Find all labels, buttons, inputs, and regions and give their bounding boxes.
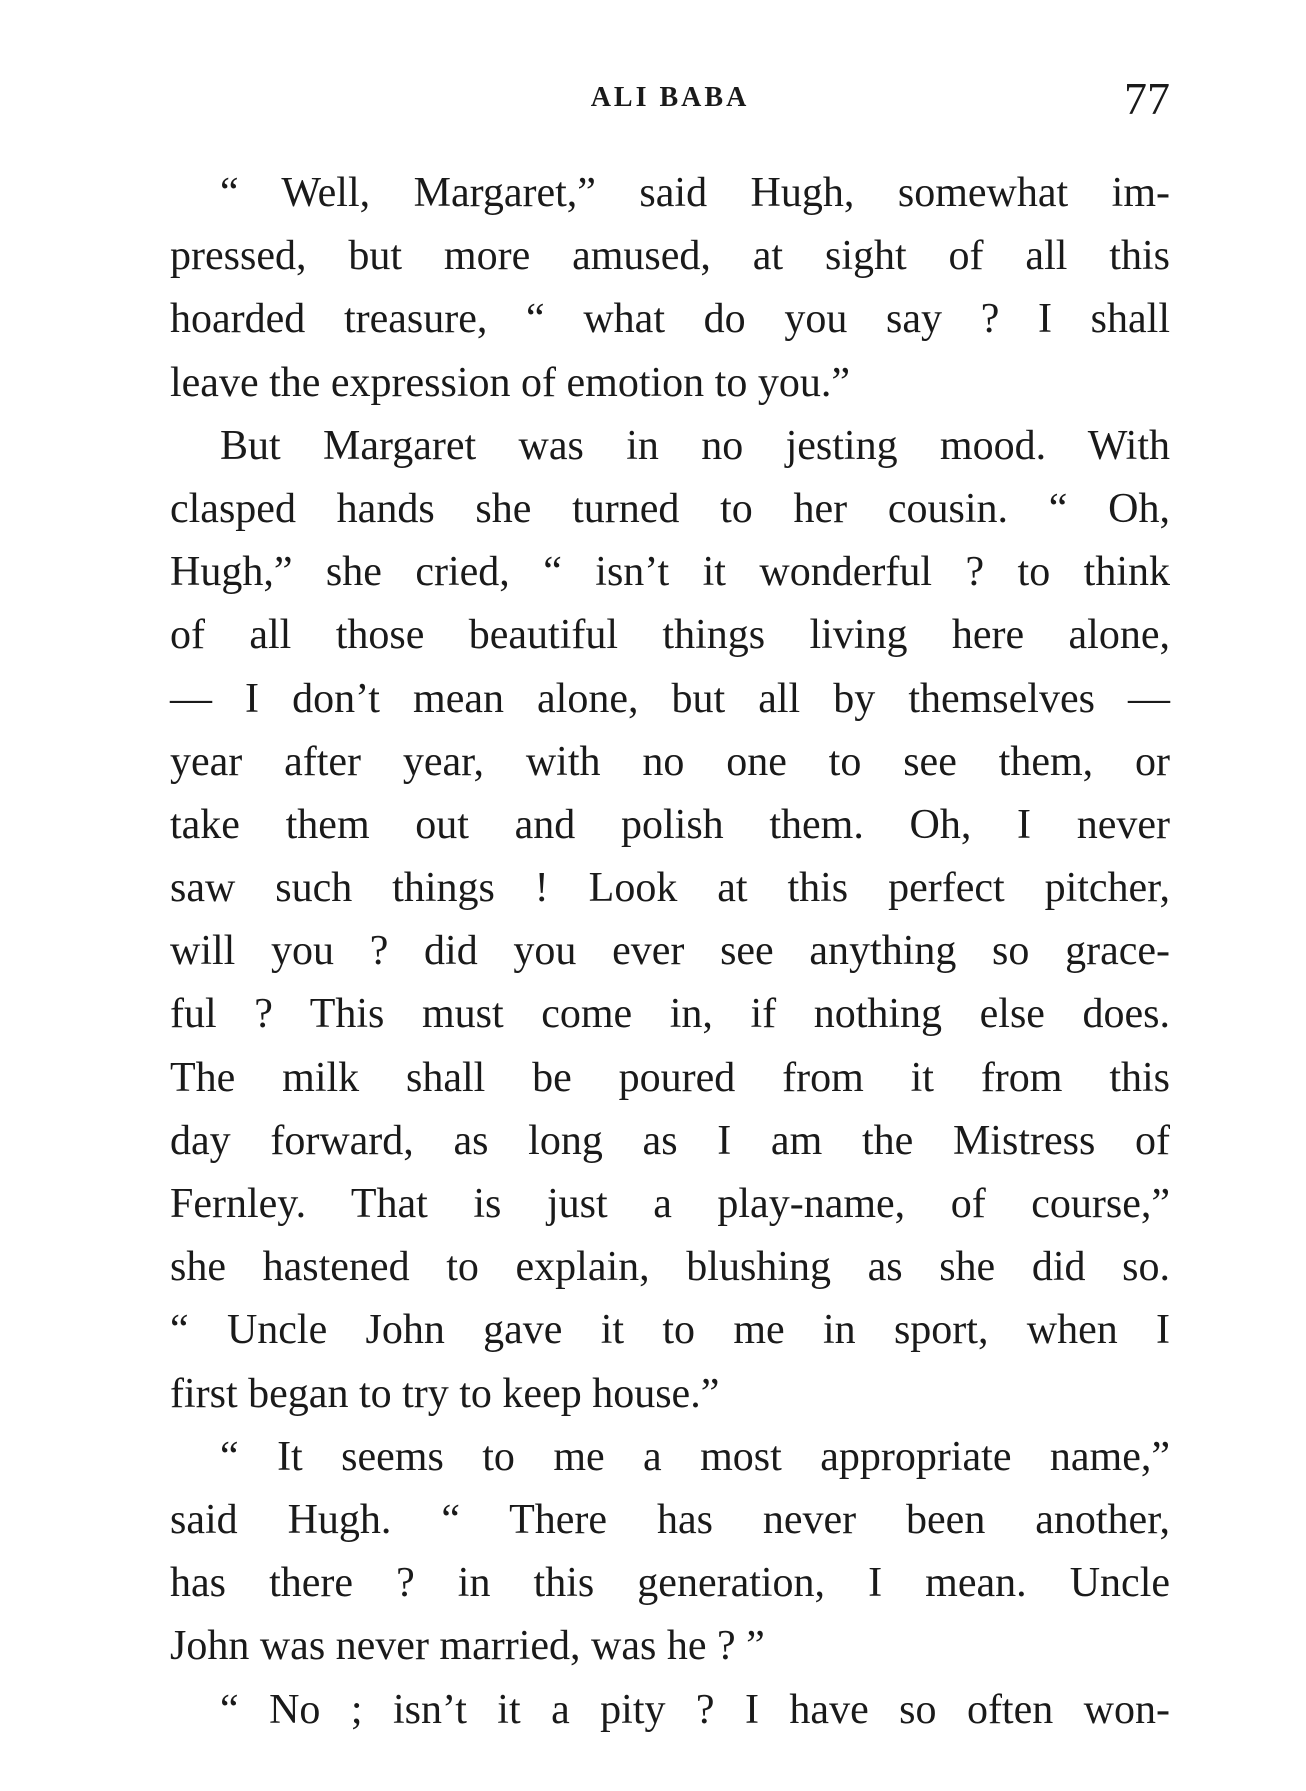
running-head <box>170 72 1170 122</box>
text-line: Fernley. That is just a play-name, of course,” <box>170 1181 1170 1227</box>
text-line: pressed, but more amused, at sight of all this <box>170 233 1170 280</box>
text-line: leave the expression of emotion to you.” <box>170 359 850 406</box>
running-title: ALI BABA <box>590 82 750 113</box>
text-line: clasped hands she turned to her cousin. “ Oh, <box>170 485 1170 532</box>
text-line: first began to try to keep house.” <box>170 1370 720 1417</box>
text-line: The milk shall be poured from it from this <box>170 1054 1170 1101</box>
text-line: “ Well, Margaret,” said Hugh, somewhat im- <box>220 170 1170 216</box>
text-line: saw such things ! Look at this perfect pitcher, <box>170 865 1170 912</box>
page-number: 77 <box>1124 73 1170 124</box>
text-line: — I don’t mean alone, but all by themselves — <box>170 675 1170 722</box>
text-line: But Margaret was in no jesting mood. With <box>220 422 1170 469</box>
text-line: Hugh,” she cried, “ isn’t it wonderful ? to think <box>170 549 1170 596</box>
text-line: has there ? in this generation, I mean. Uncle <box>170 1560 1170 1607</box>
text-line: she hastened to explain, blushing as she did so. <box>170 1244 1170 1291</box>
text-line: hoarded treasure, “ what do you say ? I shall <box>170 296 1170 343</box>
text-line: take them out and polish them. Oh, I never <box>170 801 1170 848</box>
text-line: John was never married, was he ? ” <box>170 1623 765 1670</box>
text-line: ful ? This must come in, if nothing else does. <box>170 991 1170 1038</box>
text-line: will you ? did you ever see anything so grace- <box>170 928 1170 975</box>
text-line: of all those beautiful things living here alone, <box>170 612 1170 659</box>
text-line: “ It seems to me a most appropriate name,” <box>220 1433 1170 1480</box>
text-line: day forward, as long as I am the Mistress of <box>170 1117 1170 1164</box>
body-text <box>170 162 1170 1742</box>
text-line: year after year, with no one to see them, or <box>170 738 1170 785</box>
text-line: “ Uncle John gave it to me in sport, when I <box>170 1307 1170 1354</box>
text-line: said Hugh. “ There has never been another, <box>170 1496 1170 1543</box>
text-line: “ No ; isn’t it a pity ? I have so often won- <box>220 1686 1170 1733</box>
